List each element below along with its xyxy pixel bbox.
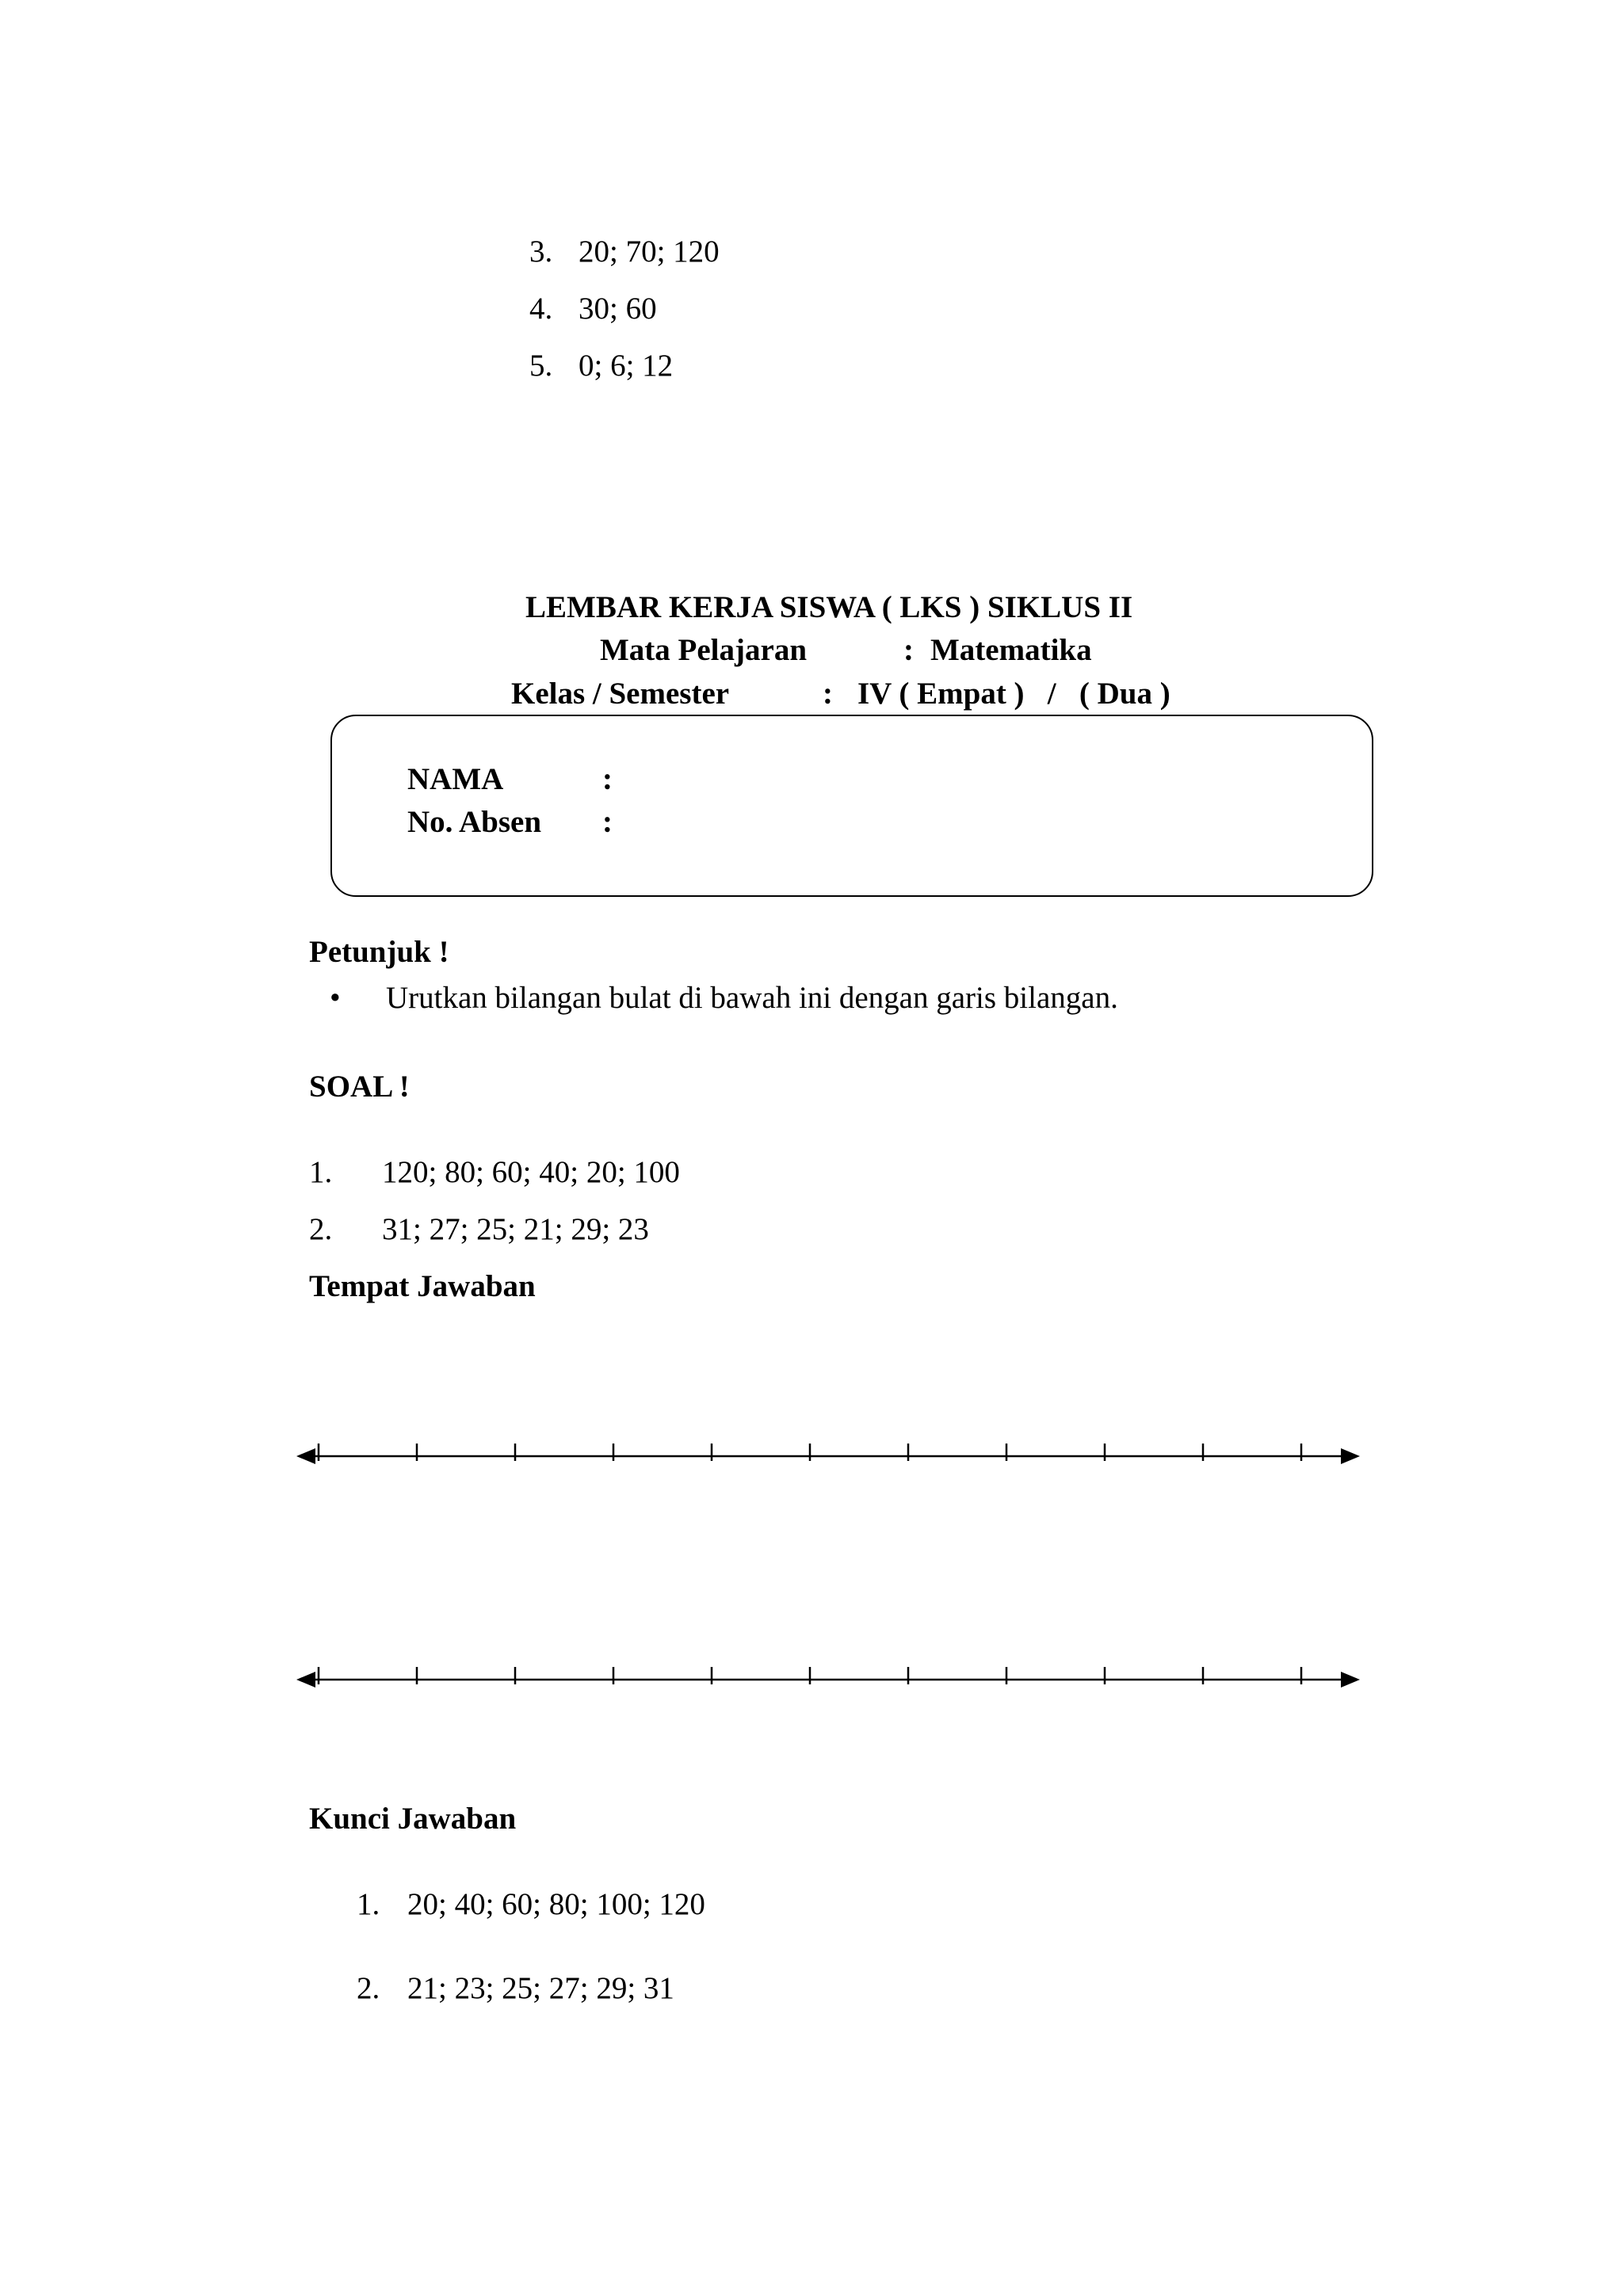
answer-key-number: 1.	[357, 1887, 380, 1921]
question-text: 120; 80; 60; 40; 20; 100	[382, 1155, 680, 1189]
questions-heading: SOAL !	[309, 1070, 410, 1104]
subject-separator: :	[903, 633, 914, 667]
right-arrow-icon	[1341, 1448, 1360, 1464]
absen-label: No. Absen	[407, 805, 542, 839]
bullet-icon: •	[330, 981, 341, 1015]
list-item-number: 3.	[529, 235, 553, 269]
class-separator: :	[823, 677, 833, 711]
instructions-heading: Petunjuk !	[309, 935, 449, 969]
absen-separator: :	[602, 805, 613, 839]
question-number: 1.	[309, 1155, 333, 1189]
list-item-text: 20; 70; 120	[579, 235, 720, 269]
name-separator: :	[602, 762, 613, 796]
number-line-1	[296, 1440, 1360, 1472]
number-line-2	[296, 1664, 1360, 1695]
number-line-svg	[296, 1440, 1360, 1472]
subject-value: Matematika	[930, 633, 1092, 667]
answer-key-text: 20; 40; 60; 80; 100; 120	[407, 1887, 705, 1921]
answer-key-heading: Kunci Jawaban	[309, 1802, 517, 1836]
list-item-number: 4.	[529, 292, 553, 326]
right-arrow-icon	[1341, 1672, 1360, 1688]
worksheet-title: LEMBAR KERJA SISWA ( LKS ) SIKLUS II	[525, 590, 1133, 624]
class-value: IV ( Empat ) / ( Dua )	[857, 677, 1170, 711]
list-item-text: 0; 6; 12	[579, 349, 674, 383]
question-text: 31; 27; 25; 21; 29; 23	[382, 1212, 649, 1246]
subject-label: Mata Pelajaran	[600, 633, 808, 667]
number-line-svg	[296, 1664, 1360, 1695]
answer-area-heading: Tempat Jawaban	[309, 1269, 536, 1303]
name-label: NAMA	[407, 762, 504, 796]
instructions-text: Urutkan bilangan bulat di bawah ini dengan garis bilangan.	[386, 981, 1118, 1015]
answer-key-text: 21; 23; 25; 27; 29; 31	[407, 1971, 674, 2005]
left-arrow-icon	[296, 1672, 315, 1688]
class-label: Kelas / Semester	[511, 677, 730, 711]
left-arrow-icon	[296, 1448, 315, 1464]
list-item-number: 5.	[529, 349, 553, 383]
list-item-text: 30; 60	[579, 292, 657, 326]
question-number: 2.	[309, 1212, 333, 1246]
answer-key-number: 2.	[357, 1971, 380, 2005]
